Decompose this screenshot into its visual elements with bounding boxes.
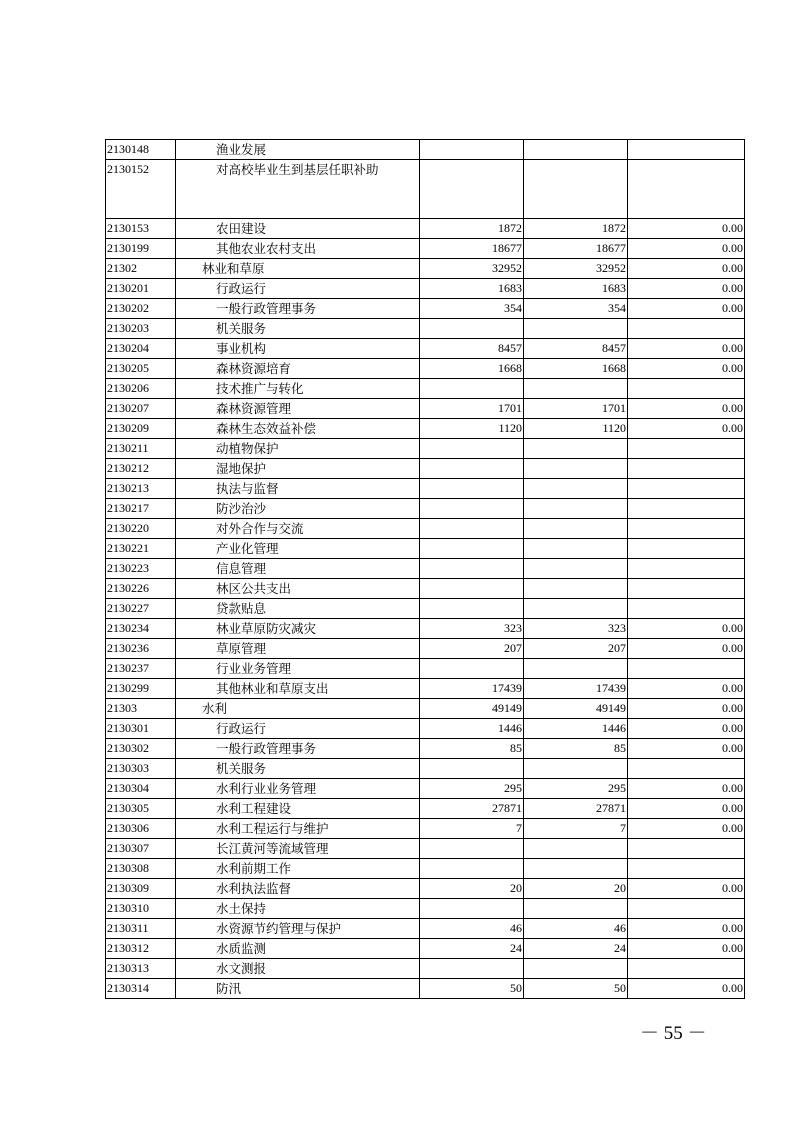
cell-total: 85 xyxy=(420,739,524,759)
cell-basic xyxy=(524,459,628,479)
cell-code: 2130303 xyxy=(106,759,176,779)
cell-name: 水利工程运行与维护 xyxy=(176,819,420,839)
cell-total: 1446 xyxy=(420,719,524,739)
table-row xyxy=(106,359,745,379)
cell-name: 林业和草原 xyxy=(176,259,420,279)
cell-total: 50 xyxy=(420,979,524,999)
cell-code: 2130306 xyxy=(106,819,176,839)
table-row xyxy=(106,819,745,839)
cell-total: 7 xyxy=(420,819,524,839)
cell-code: 21302 xyxy=(106,259,176,279)
table-row xyxy=(106,299,745,319)
table-row xyxy=(106,419,745,439)
cell-basic xyxy=(524,839,628,859)
table-row xyxy=(106,899,745,919)
table-row xyxy=(106,399,745,419)
cell-name: 行政运行 xyxy=(176,719,420,739)
cell-basic xyxy=(524,759,628,779)
table-row xyxy=(106,859,745,879)
cell-basic: 17439 xyxy=(524,679,628,699)
table-row xyxy=(106,799,745,819)
cell-total: 17439 xyxy=(420,679,524,699)
cell-project: 0.00 xyxy=(628,299,745,319)
table-row xyxy=(106,679,745,699)
cell-name: 水利 xyxy=(176,699,420,719)
cell-project xyxy=(628,759,745,779)
cell-total xyxy=(420,839,524,859)
cell-total xyxy=(420,160,524,219)
cell-code: 2130221 xyxy=(106,539,176,559)
cell-total: 1120 xyxy=(420,419,524,439)
table-row xyxy=(106,140,745,160)
cell-project: 0.00 xyxy=(628,399,745,419)
cell-name: 草原管理 xyxy=(176,639,420,659)
table-row xyxy=(106,539,745,559)
cell-basic xyxy=(524,659,628,679)
cell-code: 2130204 xyxy=(106,339,176,359)
cell-code: 2130308 xyxy=(106,859,176,879)
cell-total xyxy=(420,759,524,779)
cell-basic: 354 xyxy=(524,299,628,319)
cell-total: 1683 xyxy=(420,279,524,299)
cell-project xyxy=(628,499,745,519)
cell-total xyxy=(420,140,524,160)
cell-project: 0.00 xyxy=(628,919,745,939)
cell-code: 2130213 xyxy=(106,479,176,499)
table-row xyxy=(106,699,745,719)
cell-name: 执法与监督 xyxy=(176,479,420,499)
cell-project xyxy=(628,659,745,679)
cell-name: 产业化管理 xyxy=(176,539,420,559)
cell-total: 32952 xyxy=(420,259,524,279)
cell-project: 0.00 xyxy=(628,679,745,699)
cell-project: 0.00 xyxy=(628,339,745,359)
cell-total: 207 xyxy=(420,639,524,659)
cell-name: 动植物保护 xyxy=(176,439,420,459)
cell-name: 水利前期工作 xyxy=(176,859,420,879)
cell-project: 0.00 xyxy=(628,779,745,799)
cell-code: 2130152 xyxy=(106,160,176,219)
cell-code: 2130207 xyxy=(106,399,176,419)
cell-project: 0.00 xyxy=(628,359,745,379)
cell-code: 2130301 xyxy=(106,719,176,739)
cell-total: 323 xyxy=(420,619,524,639)
cell-project: 0.00 xyxy=(628,419,745,439)
cell-basic: 18677 xyxy=(524,239,628,259)
table-row xyxy=(106,279,745,299)
cell-project: 0.00 xyxy=(628,619,745,639)
cell-basic: 1120 xyxy=(524,419,628,439)
cell-code: 2130201 xyxy=(106,279,176,299)
cell-code: 2130148 xyxy=(106,140,176,160)
cell-code: 2130211 xyxy=(106,439,176,459)
cell-basic xyxy=(524,160,628,219)
cell-name: 水利行业业务管理 xyxy=(176,779,420,799)
cell-code: 2130212 xyxy=(106,459,176,479)
cell-total xyxy=(420,539,524,559)
cell-code: 2130237 xyxy=(106,659,176,679)
cell-project xyxy=(628,539,745,559)
cell-basic xyxy=(524,579,628,599)
cell-project xyxy=(628,479,745,499)
cell-total: 18677 xyxy=(420,239,524,259)
cell-basic xyxy=(524,959,628,979)
table-row xyxy=(106,939,745,959)
cell-name: 水文测报 xyxy=(176,959,420,979)
cell-name: 森林资源培育 xyxy=(176,359,420,379)
cell-total: 8457 xyxy=(420,339,524,359)
cell-total: 46 xyxy=(420,919,524,939)
cell-name: 一般行政管理事务 xyxy=(176,299,420,319)
cell-code: 2130205 xyxy=(106,359,176,379)
cell-code: 2130202 xyxy=(106,299,176,319)
cell-total: 49149 xyxy=(420,699,524,719)
table-row xyxy=(106,259,745,279)
table-row xyxy=(106,879,745,899)
cell-basic xyxy=(524,519,628,539)
cell-name: 行政运行 xyxy=(176,279,420,299)
cell-code: 2130314 xyxy=(106,979,176,999)
cell-basic xyxy=(524,859,628,879)
cell-name: 水利执法监督 xyxy=(176,879,420,899)
table-row xyxy=(106,319,745,339)
cell-basic: 8457 xyxy=(524,339,628,359)
table-row xyxy=(106,579,745,599)
cell-code: 21303 xyxy=(106,699,176,719)
cell-name: 对外合作与交流 xyxy=(176,519,420,539)
cell-project xyxy=(628,160,745,219)
cell-basic: 27871 xyxy=(524,799,628,819)
table-row xyxy=(106,719,745,739)
cell-total xyxy=(420,859,524,879)
cell-total xyxy=(420,439,524,459)
cell-project xyxy=(628,319,745,339)
cell-name: 防汛 xyxy=(176,979,420,999)
cell-total: 1872 xyxy=(420,219,524,239)
cell-basic xyxy=(524,379,628,399)
table-row xyxy=(106,759,745,779)
cell-name: 事业机构 xyxy=(176,339,420,359)
cell-code: 2130223 xyxy=(106,559,176,579)
table-row xyxy=(106,339,745,359)
cell-basic: 1668 xyxy=(524,359,628,379)
cell-code: 2130234 xyxy=(106,619,176,639)
table-row xyxy=(106,779,745,799)
cell-project: 0.00 xyxy=(628,699,745,719)
table-body xyxy=(106,140,745,999)
cell-code: 2130305 xyxy=(106,799,176,819)
cell-name: 长江黄河等流域管理 xyxy=(176,839,420,859)
cell-project: 0.00 xyxy=(628,799,745,819)
cell-code: 2130302 xyxy=(106,739,176,759)
cell-code: 2130203 xyxy=(106,319,176,339)
cell-code: 2130217 xyxy=(106,499,176,519)
cell-basic: 1683 xyxy=(524,279,628,299)
table-row xyxy=(106,379,745,399)
cell-code: 2130206 xyxy=(106,379,176,399)
table-row xyxy=(106,739,745,759)
cell-name: 水利工程建设 xyxy=(176,799,420,819)
cell-project: 0.00 xyxy=(628,239,745,259)
cell-name: 林区公共支出 xyxy=(176,579,420,599)
cell-code: 2130153 xyxy=(106,219,176,239)
cell-total xyxy=(420,959,524,979)
cell-total xyxy=(420,559,524,579)
cell-code: 2130312 xyxy=(106,939,176,959)
cell-project: 0.00 xyxy=(628,639,745,659)
table-row xyxy=(106,839,745,859)
cell-basic xyxy=(524,899,628,919)
cell-code: 2130209 xyxy=(106,419,176,439)
cell-total xyxy=(420,599,524,619)
cell-name: 对高校毕业生到基层任职补助 xyxy=(176,160,420,219)
cell-project xyxy=(628,579,745,599)
cell-total xyxy=(420,499,524,519)
cell-name: 机关服务 xyxy=(176,759,420,779)
cell-name: 其他农业农村支出 xyxy=(176,239,420,259)
cell-total: 295 xyxy=(420,779,524,799)
cell-project: 0.00 xyxy=(628,279,745,299)
cell-total xyxy=(420,459,524,479)
table-row xyxy=(106,459,745,479)
cell-basic xyxy=(524,140,628,160)
cell-name: 机关服务 xyxy=(176,319,420,339)
cell-name: 森林资源管理 xyxy=(176,399,420,419)
cell-basic: 323 xyxy=(524,619,628,639)
cell-name: 信息管理 xyxy=(176,559,420,579)
cell-basic: 207 xyxy=(524,639,628,659)
cell-name: 防沙治沙 xyxy=(176,499,420,519)
cell-code: 2130220 xyxy=(106,519,176,539)
cell-project xyxy=(628,519,745,539)
cell-name: 技术推广与转化 xyxy=(176,379,420,399)
cell-total: 24 xyxy=(420,939,524,959)
cell-basic: 295 xyxy=(524,779,628,799)
cell-total xyxy=(420,579,524,599)
cell-project xyxy=(628,559,745,579)
cell-code: 2130304 xyxy=(106,779,176,799)
table-row xyxy=(106,959,745,979)
cell-basic: 1446 xyxy=(524,719,628,739)
cell-total xyxy=(420,899,524,919)
cell-basic: 50 xyxy=(524,979,628,999)
cell-total: 1668 xyxy=(420,359,524,379)
table-row xyxy=(106,619,745,639)
cell-code: 2130307 xyxy=(106,839,176,859)
cell-total: 20 xyxy=(420,879,524,899)
cell-name: 一般行政管理事务 xyxy=(176,739,420,759)
cell-name: 贷款贴息 xyxy=(176,599,420,619)
cell-project: 0.00 xyxy=(628,259,745,279)
cell-project xyxy=(628,959,745,979)
cell-code: 2130311 xyxy=(106,919,176,939)
cell-code: 2130227 xyxy=(106,599,176,619)
cell-name: 水土保持 xyxy=(176,899,420,919)
cell-name: 水质监测 xyxy=(176,939,420,959)
cell-basic: 1872 xyxy=(524,219,628,239)
cell-total: 1701 xyxy=(420,399,524,419)
cell-project: 0.00 xyxy=(628,979,745,999)
cell-basic xyxy=(524,479,628,499)
table-row xyxy=(106,479,745,499)
cell-total xyxy=(420,379,524,399)
cell-name: 农田建设 xyxy=(176,219,420,239)
cell-project xyxy=(628,459,745,479)
cell-basic: 7 xyxy=(524,819,628,839)
budget-table xyxy=(105,139,745,999)
cell-project xyxy=(628,439,745,459)
cell-basic: 46 xyxy=(524,919,628,939)
cell-basic: 49149 xyxy=(524,699,628,719)
cell-project xyxy=(628,839,745,859)
cell-project: 0.00 xyxy=(628,219,745,239)
table-row xyxy=(106,599,745,619)
table-row xyxy=(106,219,745,239)
cell-code: 2130199 xyxy=(106,239,176,259)
table-row xyxy=(106,160,745,219)
cell-project: 0.00 xyxy=(628,879,745,899)
cell-code: 2130236 xyxy=(106,639,176,659)
table-row xyxy=(106,979,745,999)
cell-total xyxy=(420,319,524,339)
cell-name: 水资源节约管理与保护 xyxy=(176,919,420,939)
cell-basic: 1701 xyxy=(524,399,628,419)
cell-code: 2130310 xyxy=(106,899,176,919)
cell-code: 2130226 xyxy=(106,579,176,599)
cell-basic xyxy=(524,439,628,459)
cell-basic: 20 xyxy=(524,879,628,899)
cell-project: 0.00 xyxy=(628,719,745,739)
cell-project xyxy=(628,379,745,399)
cell-basic xyxy=(524,499,628,519)
cell-basic xyxy=(524,559,628,579)
page-number: － 55 － xyxy=(640,1023,707,1044)
cell-project xyxy=(628,140,745,160)
cell-code: 2130313 xyxy=(106,959,176,979)
cell-total xyxy=(420,659,524,679)
table-row xyxy=(106,559,745,579)
cell-total: 27871 xyxy=(420,799,524,819)
cell-total xyxy=(420,519,524,539)
cell-name: 森林生态效益补偿 xyxy=(176,419,420,439)
cell-project: 0.00 xyxy=(628,939,745,959)
table-row xyxy=(106,639,745,659)
cell-name: 林业草原防灾减灾 xyxy=(176,619,420,639)
table-row xyxy=(106,499,745,519)
cell-name: 渔业发展 xyxy=(176,140,420,160)
cell-project: 0.00 xyxy=(628,739,745,759)
cell-name: 湿地保护 xyxy=(176,459,420,479)
cell-name: 其他林业和草原支出 xyxy=(176,679,420,699)
cell-basic: 24 xyxy=(524,939,628,959)
cell-basic xyxy=(524,319,628,339)
cell-basic: 85 xyxy=(524,739,628,759)
table-row xyxy=(106,239,745,259)
cell-basic xyxy=(524,539,628,559)
cell-total xyxy=(420,479,524,499)
cell-project: 0.00 xyxy=(628,819,745,839)
cell-code: 2130309 xyxy=(106,879,176,899)
table-row xyxy=(106,919,745,939)
cell-name: 行业业务管理 xyxy=(176,659,420,679)
table-row xyxy=(106,439,745,459)
cell-project xyxy=(628,859,745,879)
cell-basic xyxy=(524,599,628,619)
cell-basic: 32952 xyxy=(524,259,628,279)
cell-project xyxy=(628,599,745,619)
table-row xyxy=(106,519,745,539)
cell-total: 354 xyxy=(420,299,524,319)
table-row xyxy=(106,659,745,679)
cell-project xyxy=(628,899,745,919)
cell-code: 2130299 xyxy=(106,679,176,699)
